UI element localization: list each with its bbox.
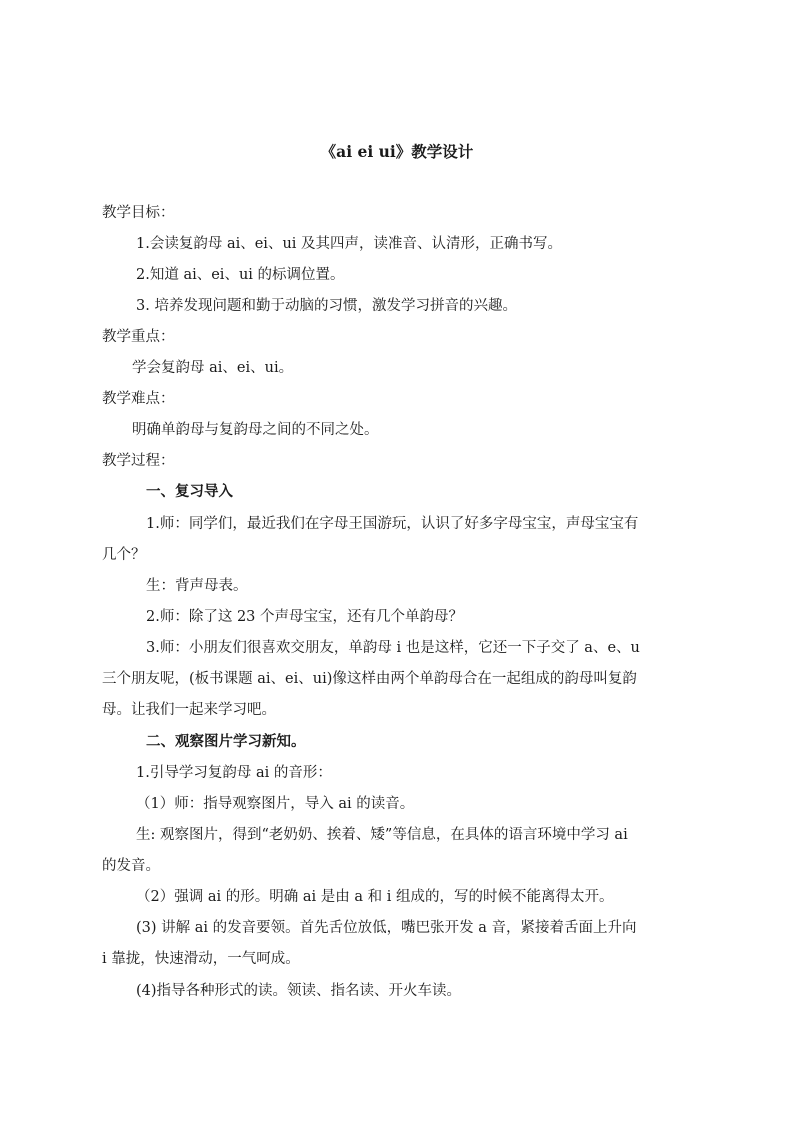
paragraph-line: 3.师：小朋友们很喜欢交朋友，单韵母 i 也是这样，它还一下子交了 a、e、u (146, 640, 640, 656)
paragraph-line: 的发音。 (102, 858, 160, 874)
paragraph-line: 三个朋友呢，(板书课题 ai、ei、ui)像这样由两个单韵母合在一起组成的韵母叫复韵 (102, 671, 637, 687)
key-point-text: 学会复韵母 ai、ei、ui。 (132, 360, 294, 376)
paragraph-line: (4)指导各种形式的读。领读、指名读、开火车读。 (136, 983, 462, 999)
section-1-heading: 一、复习导入 (146, 483, 233, 500)
objective-1: 1.会读复韵母 ai、ei、ui 及其四声，读准音、认清形，正确书写。 (136, 236, 563, 252)
section-2-heading: 二、观察图片学习新知。 (146, 733, 306, 750)
paragraph-line: 1.引导学习复韵母 ai 的音形： (136, 765, 332, 781)
paragraph-line: 2.师：除了这 23 个声母宝宝，还有几个单韵母？ (146, 609, 464, 625)
paragraph-line: i 靠拢，快速滑动，一气呵成。 (102, 951, 300, 967)
paragraph-line: （1）师：指导观察图片，导入 ai 的读音。 (136, 796, 415, 812)
objective-2: 2.知道 ai、ei、ui 的标调位置。 (136, 267, 345, 283)
paragraph-line: 母。让我们一起来学习吧。 (102, 702, 276, 718)
heading-objectives: 教学目标： (102, 205, 175, 221)
paragraph-line: 生：背声母表。 (146, 578, 248, 594)
paragraph-line: （2）强调 ai 的形。明确 ai 是由 a 和 i 组成的，写的时候不能离得太开。 (136, 889, 614, 905)
paragraph-line: 几个？ (102, 547, 146, 563)
objective-3: 3. 培养发现问题和勤于动脑的习惯，激发学习拼音的兴趣。 (136, 298, 517, 314)
document-title: 《ai ei ui》教学设计 (320, 142, 474, 161)
heading-key-points: 教学重点： (102, 329, 175, 345)
difficulty-text: 明确单韵母与复韵母之间的不同之处。 (132, 422, 379, 438)
paragraph-line: 生: 观察图片，得到“老奶奶、挨着、矮”等信息，在具体的语言环境中学习 ai (136, 827, 628, 843)
heading-difficulties: 教学难点： (102, 391, 175, 407)
paragraph-line: (3) 讲解 ai 的发音要领。首先舌位放低，嘴巴张开发 a 音，紧接着舌面上升向 (136, 920, 637, 936)
paragraph-line: 1.师：同学们，最近我们在字母王国游玩，认识了好多字母宝宝，声母宝宝有 (146, 516, 639, 532)
heading-process: 教学过程： (102, 453, 175, 469)
